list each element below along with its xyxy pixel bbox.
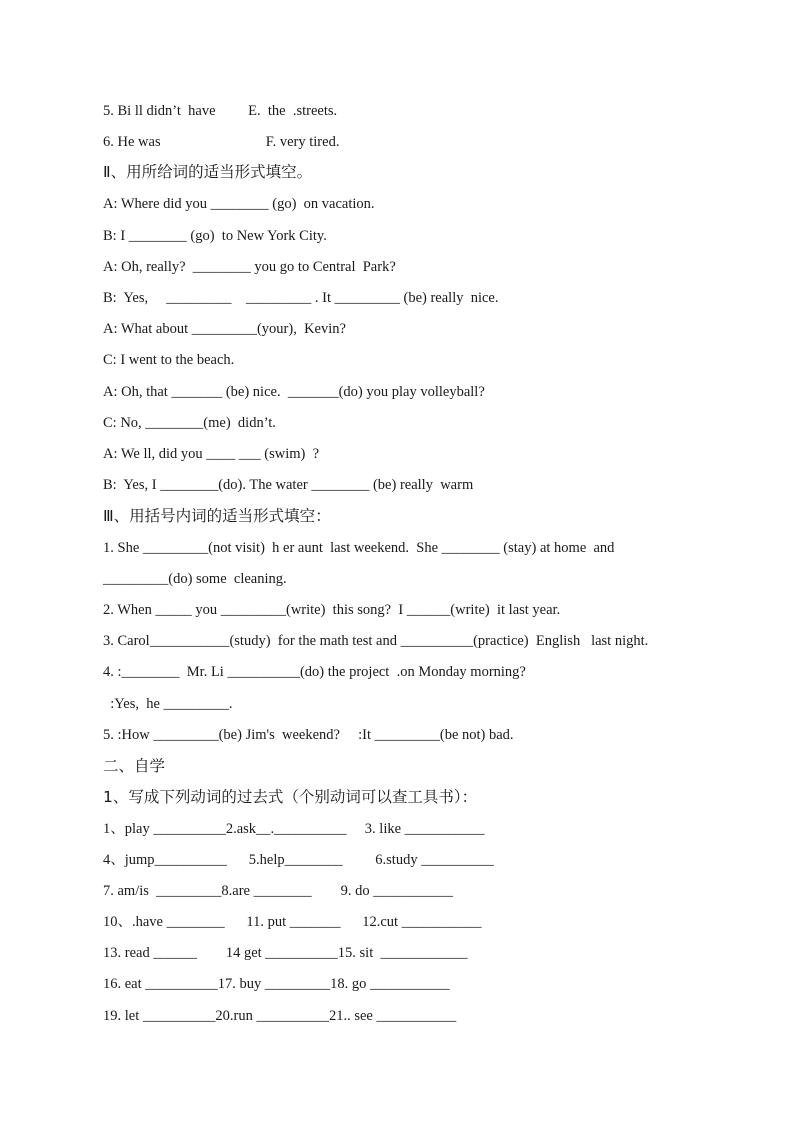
- verb-line: 4、jump__________ 5.help________ 6.study __________: [103, 852, 494, 868]
- dialog-line: A: We ll, did you ____ ___ (swim) ?: [103, 446, 320, 462]
- section3-heading: Ⅲ、用括号内词的适当形式填空：: [103, 507, 331, 525]
- exercise-line: 4. :________ Mr. Li __________(do) the project .on Monday morning?: [103, 664, 526, 680]
- verb-line: 10、.have ________ 11. put _______ 12.cut ___________: [103, 914, 482, 930]
- dialog-line: C: I went to the beach.: [103, 352, 235, 368]
- dialog-line: B: I ________ (go) to New York City.: [103, 228, 327, 244]
- exercise-line: 2. When _____ you _________(write) this song? I ______(write) it last year.: [103, 602, 561, 618]
- section2-heading: Ⅱ、用所给词的适当形式填空。: [103, 163, 313, 181]
- part2-heading: 二、自学: [103, 757, 166, 775]
- dialog-line: A: Where did you ________ (go) on vacation.: [103, 196, 375, 212]
- verb-line: 16. eat __________17. buy _________18. go ___________: [103, 976, 450, 992]
- verb-line: 19. let __________20.run __________21.. see ___________: [103, 1008, 457, 1024]
- match-line-6: 6. He was F. very tired.: [103, 134, 340, 150]
- dialog-line: A: Oh, that _______ (be) nice. _______(do) you play volleyball?: [103, 384, 485, 400]
- verb-line: 13. read ______ 14 get __________15. sit ____________: [103, 945, 468, 961]
- dialog-line: B: Yes, _________ _________ . It _________ (be) really nice.: [103, 290, 499, 306]
- verb-line: 1、play __________2.ask__.__________ 3. like ___________: [103, 821, 485, 837]
- exercise-line: _________(do) some cleaning.: [103, 571, 287, 587]
- match-line-5: 5. Bi ll didn’t have E. the .streets.: [103, 103, 338, 119]
- dialog-line: A: What about _________(your), Kevin?: [103, 321, 346, 337]
- exercise-line: :Yes, he _________.: [103, 696, 233, 712]
- dialog-line: C: No, ________(me) didn’t.: [103, 415, 276, 431]
- exercise-line: 5. :How _________(be) Jim's weekend? :It _________(be not) bad.: [103, 727, 514, 743]
- exercise-line: 1. She _________(not visit) h er aunt last weekend. She ________ (stay) at home and: [103, 540, 615, 556]
- dialog-line: A: Oh, really? ________ you go to Central Park?: [103, 259, 396, 275]
- task1-heading: 1、写成下列动词的过去式（个别动词可以查工具书）：: [103, 788, 478, 806]
- exercise-line: 3. Carol___________(study) for the math test and __________(practice) English last night.: [103, 633, 649, 649]
- verb-line: 7. am/is _________8.are ________ 9. do ___________: [103, 883, 453, 899]
- dialog-line: B: Yes, I ________(do). The water ________ (be) really warm: [103, 477, 474, 493]
